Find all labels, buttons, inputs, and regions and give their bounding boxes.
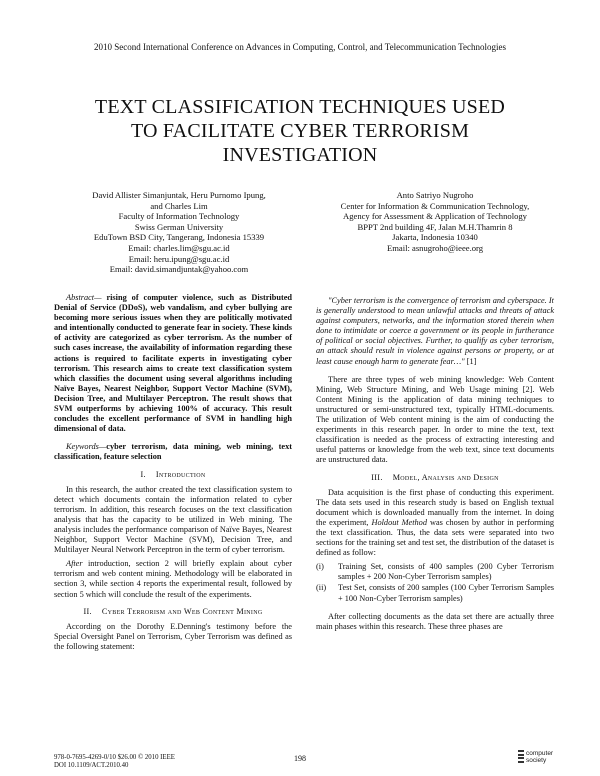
author-line: Email: heru.ipung@sgu.ac.id [128, 253, 230, 264]
author-line: Email: charles.lim@sgu.ac.id [128, 242, 230, 253]
author-line: Jakarta, Indonesia 10340 [392, 232, 478, 243]
section-title: Model, Analysis and Design [392, 472, 499, 482]
author-block-1 [64, 190, 294, 275]
section-3-paragraph-1-b: was chosen by author in performing the text classification. Thus, the data sets were separated into two sections for the training set and test set, the distribution of the dataset is defined as follow: [316, 517, 554, 558]
section-number: II. [83, 606, 92, 616]
paper-title [60, 95, 540, 167]
section-3-paragraph-1 [316, 488, 554, 559]
page-number: 198 [294, 754, 306, 763]
list-text: Test Set, consists of 200 samples (100 Cyber Terrorism Samples + 100 Non-Cyber Terrorism samples) [338, 583, 554, 603]
section-heading-introduction [54, 470, 292, 480]
section-title: Introduction [155, 469, 206, 479]
author-line: Faculty of Information Technology [118, 211, 240, 222]
keywords [54, 442, 292, 462]
section-heading-model [316, 473, 554, 483]
title-line: TO FACILITATE CYBER TERRORISM [130, 120, 470, 142]
keywords-text: cyber terrorism, data mining, web mining, text classification, feature selection [54, 442, 292, 462]
list-marker: (i) [316, 562, 324, 572]
section-3-paragraph-2: After collecting documents as the data set there are actually three main phases within this research. These three phases are [316, 611, 554, 631]
section-3-paragraph-1-a: Data acquisition is the first phase of conducting this experiment. The data sets used in this research study is based on English textual document which is downloaded manually from the internet. In doing the experiment, [316, 487, 554, 527]
footer-isbn: 978-0-7695-4269-0/10 $26.00 © 2010 IEEE [54, 754, 175, 761]
logo-text-line: computer [526, 750, 554, 757]
computer-society-logo [516, 747, 566, 767]
denning-quote [316, 296, 554, 367]
right-column [316, 296, 554, 636]
author-block-2 [315, 190, 555, 254]
logo-text [526, 751, 553, 764]
title-line: TEXT CLASSIFICATION TECHNIQUES USED [94, 96, 506, 118]
title-line: INVESTIGATION [222, 144, 378, 166]
author-line: Swiss German University [134, 221, 224, 232]
author-line: and Charles Lim [150, 200, 208, 211]
abstract [54, 293, 292, 434]
dataset-list [316, 562, 554, 603]
author-line: Center for Information & Communication Technology, [340, 200, 530, 211]
holdout-method-term: Holdout Method [371, 517, 427, 527]
list-marker: (ii) [316, 583, 327, 593]
author-line: Anto Satriyo Nugroho [396, 190, 474, 200]
section-2-paragraph-2: There are three types of web mining knowledge: Web Content Mining, Web Structure Mining, and Web Usage mining [2]. Web Content Mining is the application of data mining techniques to unstructured or semi-unstructured text, typically HTML-documents. The utilization of Web content mining is the aim of conducting the experiments in this research paper. In order to mine the text, text classification is needed as the process of extracting interesting and useful patterns or knowledge from the web text, since text documents are unstructured data. [316, 374, 554, 465]
author-line: Email: asnugroho@ieee.org [386, 242, 484, 253]
keywords-label: Keywords— [66, 442, 107, 452]
intro-paragraph-2-lead: After [66, 559, 83, 569]
logo-mark-icon [518, 750, 524, 764]
list-text: Training Set, consists of 400 samples (200 Cyber Terrorism samples + 200 Non-Cyber Terrorism samples) [338, 562, 554, 582]
author-line: Email: david.simandjuntak@yahoo.com [109, 264, 249, 275]
quote-reference: [1] [464, 356, 477, 366]
section-heading-cyber-terrorism [54, 607, 292, 617]
section-2-paragraph-1: According on the Dorothy E.Denning's testimony before the Special Oversight Panel on Terrorism, Cyber Terrorism was defined as the following statement: [54, 621, 292, 651]
author-line: EduTown BSD City, Tangerang, Indonesia 15339 [93, 232, 265, 243]
logo-text-line: society [526, 756, 547, 764]
abstract-text: rising of computer violence, such as Distributed Denial of Service (DDoS), web vandalism, and cyber bullying are becoming more serious issues when they are politically motivated and intentionally conducted to generate fear in society. These kinds of activity are categorized as cyber terrorism. As the number of such cases increase, the availability of information regarding these actions is required to facilitate experts in investigating cyber terrorism. This research aims to create text classification system which classifies the document using several algorithms including Naïve Bayes, Nearest Neighbor, Support Vector Machine (SVM), Decision Tree, and Multilayer Perceptron. The result shows that SVM outperforms by achieving 100% of accuracy. This result concludes the excellent performance of SVM in handling high dimensional of data. [54, 293, 292, 434]
intro-paragraph-2-text: introduction, section 2 will briefly explain about cyber terrorism and web content mining. Methodology will be elaborated in section 3, while section 4 reports the experimental result, followed by section 5 which will conclude the result of the experiments. [54, 559, 292, 599]
footer-doi: DOI 10.1109/ACT.2010.40 [54, 762, 129, 769]
list-item [316, 583, 554, 603]
conference-header: 2010 Second International Conference on Advances in Computing, Control, and Telecommunication Technologies [93, 42, 507, 52]
intro-paragraph-1: In this research, the author created the text classification system to detect which documents contain the information related to cyber terrorism. In addition, this research focuses on the text classification analysis that has the capacity to be utilized in Web mining. The analysis includes the performance comparison of Naïve Bayes, Nearest Neighbor, Support Vector Machine (SVM), Decision Tree, and Multilayer Neural Network Perceptron in the term of cyber terrorism. [54, 484, 292, 555]
author-line: Agency for Assessment & Application of Technology [343, 211, 527, 222]
author-line: BPPT 2nd building 4F, Jalan M.H.Thamrin 8 [357, 221, 513, 232]
left-column [54, 293, 292, 656]
list-item [316, 562, 554, 582]
abstract-label: Abstract— [66, 293, 102, 302]
quote-text: "Cyber terrorism is the convergence of terrorism and cyberspace. It is generally understood to mean unlawful attacks and threats of attack against computers, networks, and the information stored therein when done to intimidate or coerce a government or its people in furtherance of political or social objectives. Further, to qualify as cyber terrorism, an attack should result in violence against persons or property, or at least cause enough harm to generate fear…" [316, 296, 554, 366]
author-line: David Allister Simanjuntak, Heru Purnomo Ipung, [92, 190, 266, 200]
section-title: Cyber Terrorism and Web Content Mining [101, 606, 263, 616]
section-number: III. [371, 472, 383, 482]
section-number: I. [140, 469, 146, 479]
intro-paragraph-2 [54, 559, 292, 599]
